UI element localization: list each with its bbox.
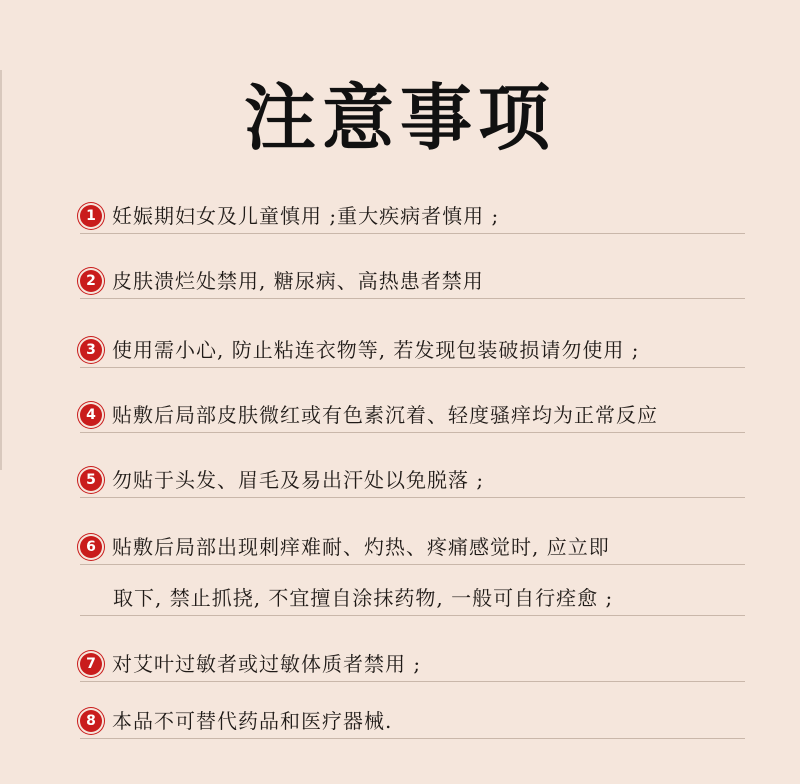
notice-text: 贴敷后局部出现刺痒难耐、灼热、疼痛感觉时, 应立即	[112, 535, 610, 559]
notice-item-3	[80, 333, 745, 368]
notice-line	[80, 199, 745, 234]
notice-item-1	[80, 199, 745, 234]
page-title: 注意事项	[243, 75, 556, 160]
notice-text: 妊娠期妇女及儿童慎用 ;重大疾病者慎用 ;	[112, 204, 500, 228]
notice-line	[80, 264, 745, 299]
notice-item-6	[80, 530, 745, 616]
number-badge: 3	[80, 339, 102, 361]
notice-text: 取下, 禁止抓挠, 不宜擅自涂抹药物, 一般可自行痊愈 ;	[113, 586, 614, 610]
number-badge: 1	[80, 205, 102, 227]
notice-text: 贴敷后局部皮肤微红或有色素沉着、轻度骚痒均为正常反应	[112, 403, 658, 427]
number-badge: 4	[80, 404, 102, 426]
number-badge: 8	[80, 710, 102, 732]
notice-line	[80, 463, 745, 498]
notice-line	[80, 704, 745, 739]
number-badge: 7	[80, 653, 102, 675]
number-badge: 2	[80, 270, 102, 292]
number-badge: 6	[80, 536, 102, 558]
notice-text: 勿贴于头发、眉毛及易出汗处以免脱落 ;	[112, 468, 485, 492]
notice-line-continued	[80, 581, 745, 616]
notice-item-2	[80, 264, 745, 299]
notice-item-4	[80, 398, 745, 433]
notice-line	[80, 398, 745, 433]
notice-line	[80, 530, 745, 565]
notice-item-5	[80, 463, 745, 498]
notice-item-7	[80, 647, 745, 682]
notice-text: 使用需小心, 防止粘连衣物等, 若发现包装破损请勿使用 ;	[112, 338, 640, 362]
notice-line	[80, 647, 745, 682]
number-badge: 5	[80, 469, 102, 491]
notice-text: 皮肤溃烂处禁用, 糖尿病、高热患者禁用	[112, 269, 484, 293]
notice-line	[80, 333, 745, 368]
notice-text: 对艾叶过敏者或过敏体质者禁用 ;	[112, 652, 422, 676]
notice-text: 本品不可替代药品和医疗器械.	[112, 709, 393, 733]
notice-item-8	[80, 704, 745, 739]
